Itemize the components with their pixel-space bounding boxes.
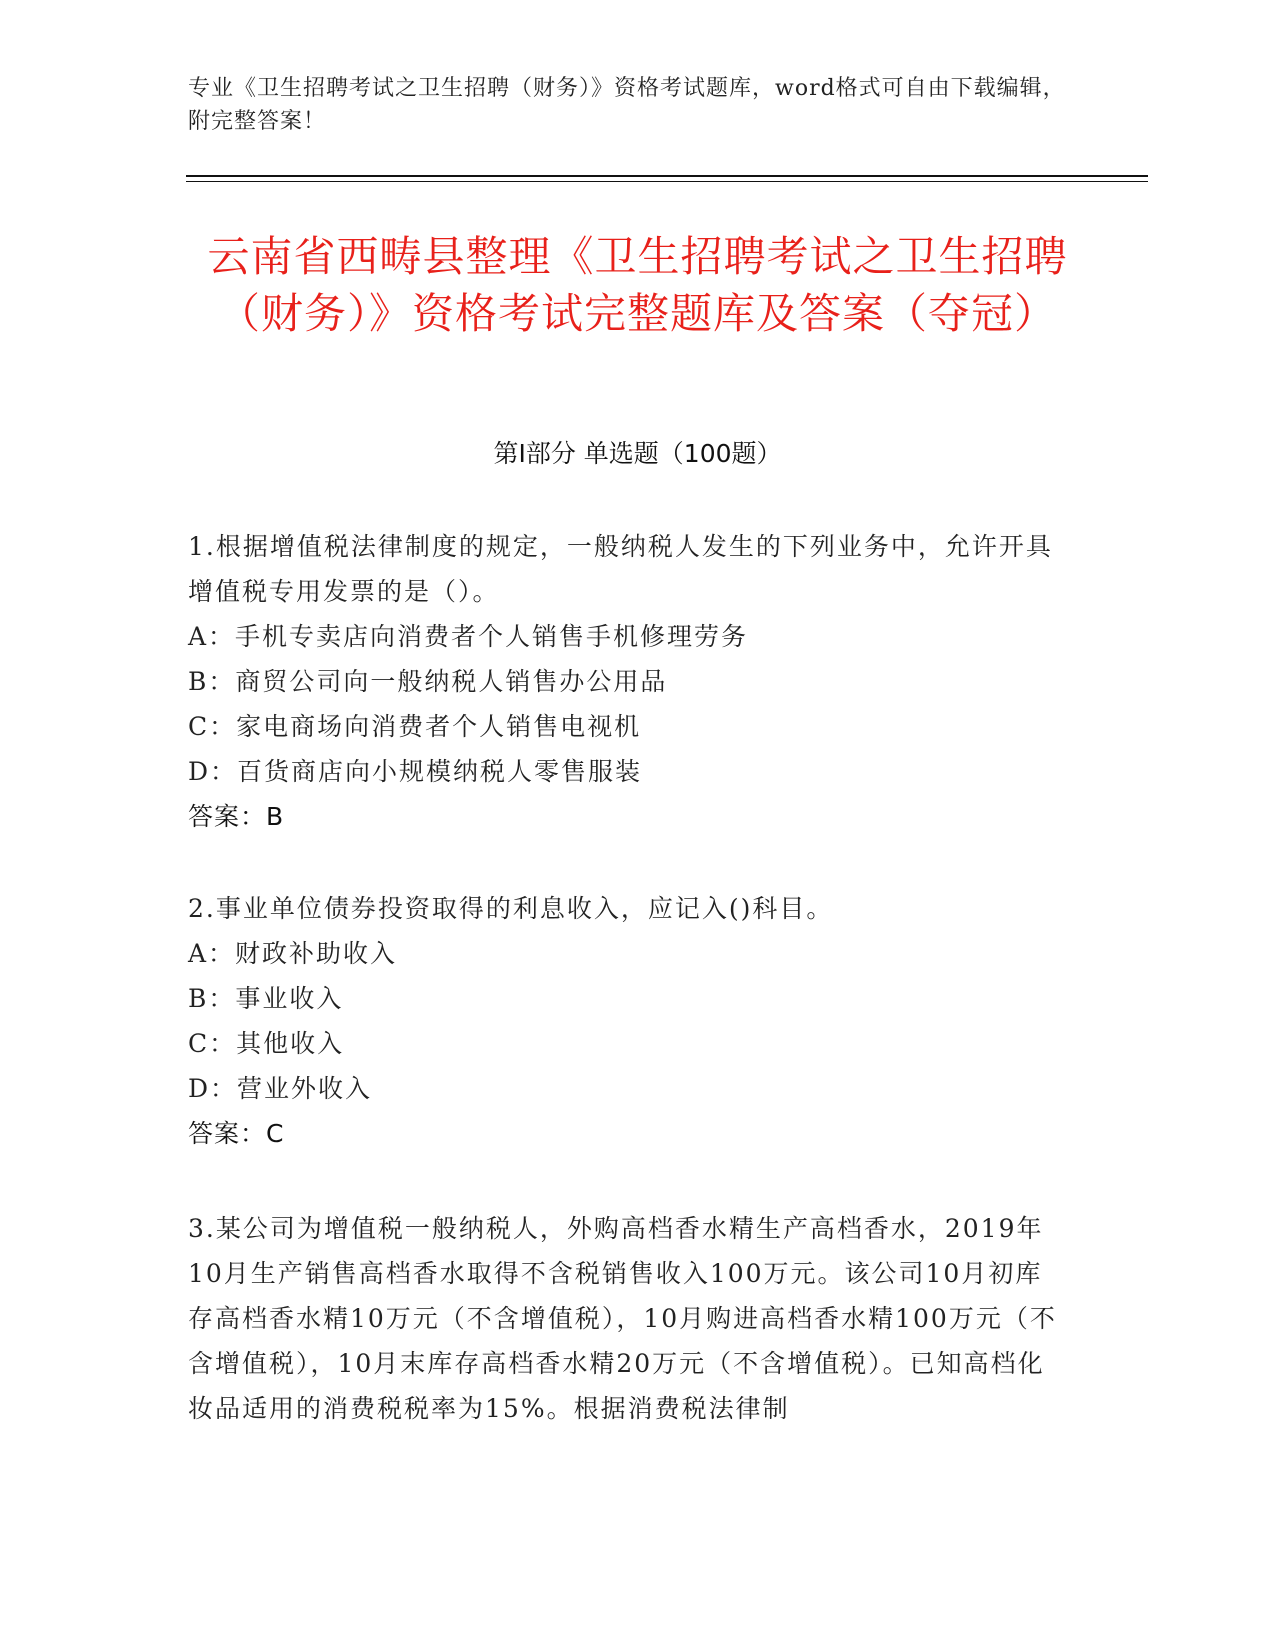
question-1 [188, 524, 1068, 839]
option-c: C：其他收入 [188, 1029, 345, 1058]
header-divider-thick [186, 175, 1148, 177]
answer-value: B [266, 802, 285, 831]
answer-label: 答案： [188, 1119, 267, 1148]
question-text: 3.某公司为增值税一般纳税人，外购高档香水精生产高档香水，2019年10月生产销售高档香水取得不含税销售收入100万元。该公司10月初库存高档香水精10万元（不含增值税），10月购进高档香水精100万元（不含增值税），10月末库存高档香水精20万元（不含增值税）。已知高档化妆品适用的消费税税率为15%。根据消费税法律制 [188, 1214, 1057, 1423]
option-a: A：手机专卖店向消费者个人销售手机修理劳务 [188, 622, 749, 651]
answer-line [188, 1111, 1068, 1156]
answer-label: 答案： [188, 802, 267, 831]
document-title: 云南省西畴县整理《卫生招聘考试之卫生招聘（财务）》资格考试完整题库及答案（夺冠） [207, 232, 1068, 338]
question-text: 1.根据增值税法律制度的规定，一般纳税人发生的下列业务中，允许开具增值税专用发票的是（）。 [188, 532, 1053, 606]
option-d: D：百货商店向小规模纳税人零售服装 [188, 757, 643, 786]
option-a: A：财政补助收入 [188, 939, 398, 968]
question-3 [188, 1206, 1068, 1431]
option-b: B：事业收入 [188, 984, 344, 1013]
question-2 [188, 886, 1068, 1156]
header-note: 专业《卫生招聘考试之卫生招聘（财务）》资格考试题库，word格式可自由下载编辑，附完整答案！ [188, 76, 1066, 134]
section-title: 第I部分 单选题（100题） [493, 439, 782, 468]
option-d: D：营业外收入 [188, 1074, 373, 1103]
option-b: B：商贸公司向一般纳税人销售办公用品 [188, 667, 668, 696]
answer-line [188, 794, 1068, 839]
header-divider-thin [186, 181, 1148, 182]
answer-value: C [266, 1119, 285, 1148]
question-text: 2.事业单位债券投资取得的利息收入，应记入()科目。 [188, 894, 834, 923]
option-c: C：家电商场向消费者个人销售电视机 [188, 712, 642, 741]
